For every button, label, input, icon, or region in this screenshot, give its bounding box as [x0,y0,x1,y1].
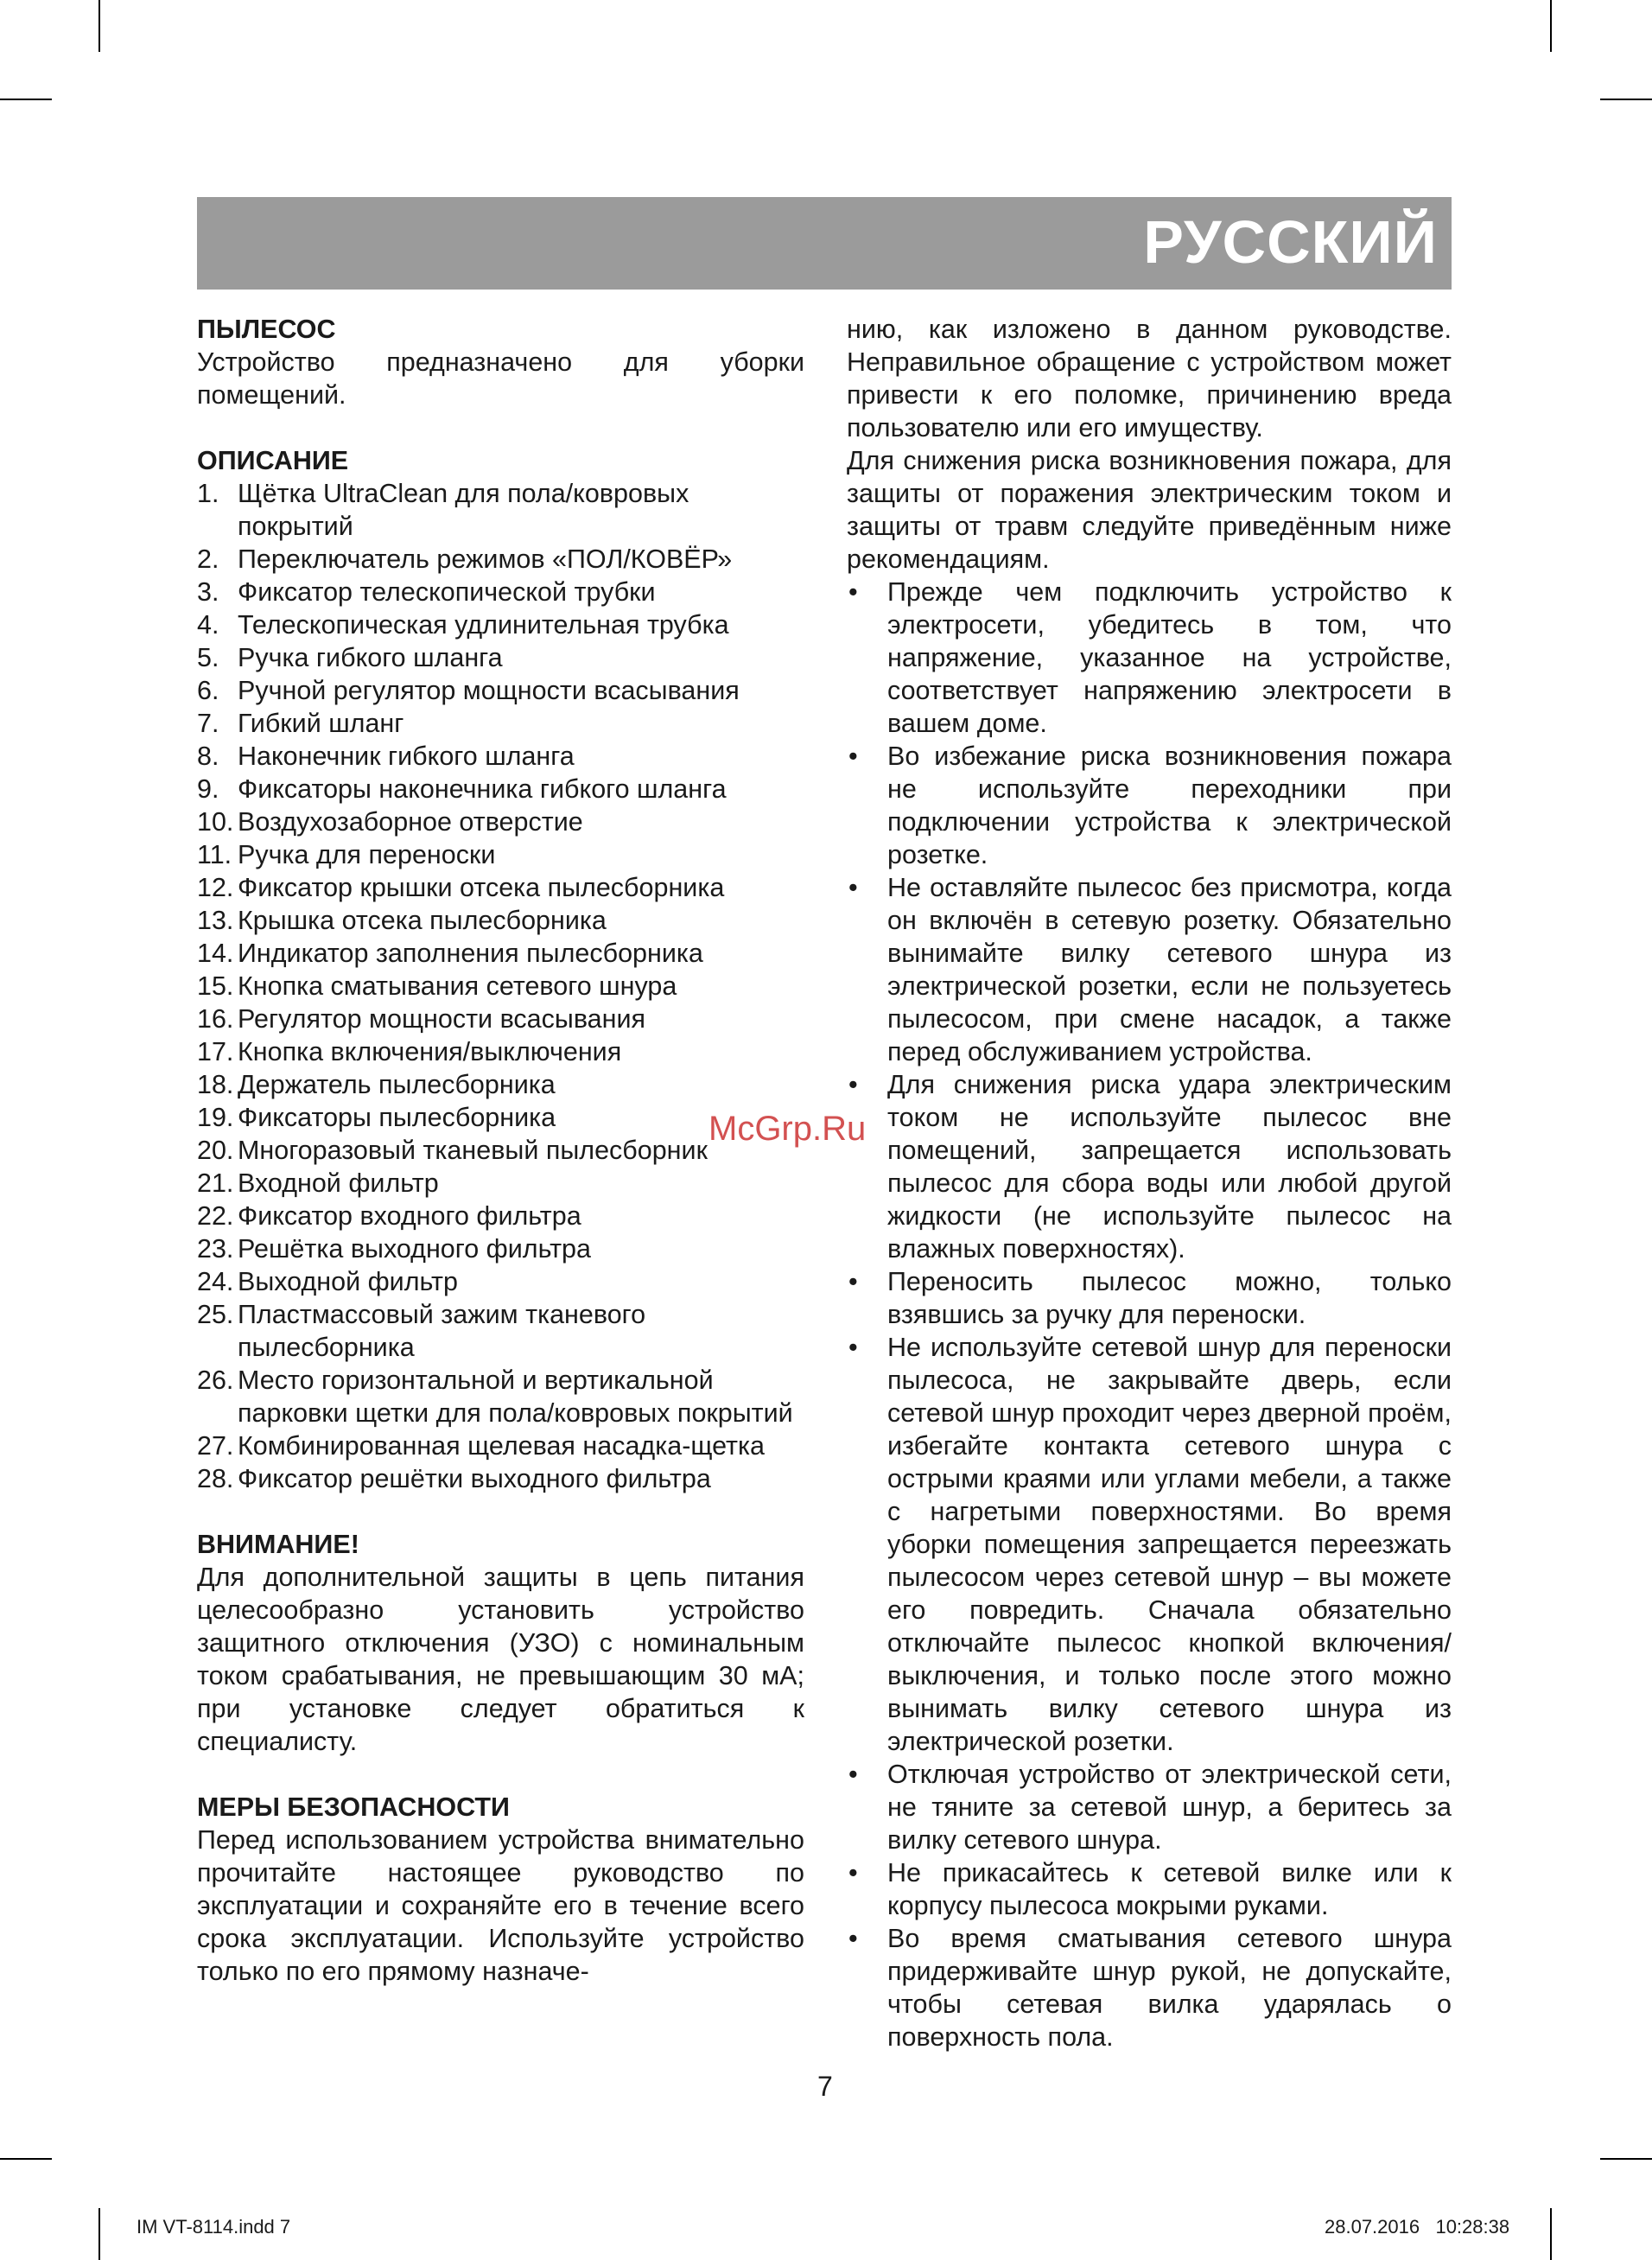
description-item-number: 21. [197,1168,234,1198]
description-item [197,1298,804,1364]
bullet-icon: • [848,1333,858,1362]
description-item-text: Фиксатор телескопической трубки [238,577,656,607]
description-item-text: Пластмассовый зажим тканевого пылесборника [238,1300,646,1362]
description-item-text: Фиксаторы пылесборника [238,1103,556,1132]
description-item-number: 11. [197,840,232,869]
safety-bullet-text: Не прикасайтесь к сетевой вилке или к корпусу пылесоса мокрыми руками. [887,1858,1452,1920]
description-item [197,641,804,674]
description-item-text: Входной фильтр [238,1168,439,1198]
safety-bullet [847,576,1452,740]
description-item-text: Ручка для переноски [238,840,496,869]
footer-date: 28.07.2016 [1325,2216,1420,2238]
description-item-number: 9. [197,774,219,804]
description-item [197,674,804,707]
language-header [197,197,1452,290]
description-item-text: Фиксатор крышки отсека пылесборника [238,873,725,902]
description-item [197,1035,804,1068]
description-item [197,1265,804,1298]
description-item [197,1364,804,1429]
description-item-number: 8. [197,742,219,771]
safety-bullet [847,1265,1452,1331]
description-item [197,970,804,1003]
description-item [197,805,804,838]
bullet-icon: • [848,1070,858,1099]
description-item-text: Держатель пылесборника [238,1070,556,1099]
description-item [197,1462,804,1495]
footer-file: IM VT-8114.indd 7 [137,2216,291,2238]
description-item-text: Фиксатор входного фильтра [238,1201,581,1231]
safety-bullet-text: Прежде чем подключить устройство к электросети, убедитесь в том, что напряжение, указанное на устройстве, соответствует напряжению электросети в вашем доме. [887,577,1452,738]
safety-bullet [847,1922,1452,2053]
description-item-number: 24. [197,1267,234,1296]
description-item-text: Выходной фильтр [238,1267,458,1296]
description-item-text: Наконечник гибкого шланга [238,742,575,771]
description-item-text: Переключатель режимов «ПОЛ/КОВЁР» [238,544,733,574]
description-item-number: 7. [197,709,219,738]
description-item-number: 16. [197,1004,234,1034]
description-item-number: 6. [197,676,219,705]
safety-bullet-text: Во избежание риска возникновения пожара не используйте переходники при подключении устройства к электрической розетке. [887,742,1452,869]
description-title: ОПИСАНИЕ [197,446,349,475]
bullet-icon: • [848,1924,858,1953]
description-item [197,543,804,576]
description-item [197,707,804,740]
safety-bullet-text: Не используйте сетевой шнур для переноски пылесоса, не закрывайте дверь, если сетевой шнур проходит через дверной проём, избегайте контакта сетевого шнура с острыми краями или углами мебели, а также с нагретыми поверхностями. Во время уборки помещения запрещается переезжать пылесосом через сетевой шнур – вы можете его повредить. Сначала обязательно отключайте пылесос кнопкой включения/выключения, и только после этого можно вынимать вилку сетевого шнура из электрической розетки. [887,1333,1452,1756]
description-item-text: Воздухозаборное отверстие [238,807,583,837]
description-item-number: 15. [197,971,234,1001]
description-item [197,740,804,773]
description-item-number: 2. [197,544,219,574]
attention-text: Для дополнительной защиты в цепь питания целесообразно установить устройство защитного отключения (УЗО) с номинальным током срабатывания, не превышающим 30 мА; при установке следует обратиться к специалисту. [197,1563,804,1756]
description-item [197,1200,804,1232]
safety-bullet [847,871,1452,1068]
bullet-icon: • [848,577,858,607]
description-item-number: 14. [197,939,234,968]
description-item-text: Крышка отсека пылесборника [238,906,607,935]
safety-bullet-text: Не оставляйте пылесос без присмотра, когда он включён в сетевую розетку. Обязательно вынимайте вилку сетевого шнура из электрической розетки, если не пользуетесь пылесосом, при смене насадок, а также перед обслуживанием устройства. [887,873,1452,1066]
description-item-text: Ручка гибкого шланга [238,643,503,672]
description-item-text: Многоразовый тканевый пылесборник [238,1136,708,1165]
description-list [197,477,804,1495]
bullet-icon: • [848,742,858,771]
product-intro: Устройство предназначено для уборки помещений. [197,347,804,410]
safety-bullet [847,1856,1452,1922]
safety-bullet-text: Для снижения риска удара электрическим током не используйте пылесос вне помещений, запрещается использовать пылесос для сбора воды или любой другой жидкости (не используйте пылесос на влажных поверхностях). [887,1070,1452,1264]
description-item [197,1167,804,1200]
description-item [197,904,804,937]
description-item [197,937,804,970]
safety-bullet [847,1068,1452,1265]
safety-bullet-text: Отключая устройство от электрической сети, не тяните за сетевой шнур, а беритесь за вилку сетевого шнура. [887,1760,1452,1855]
description-item-text: Ручной регулятор мощности всасывания [238,676,740,705]
description-item-number: 19. [197,1103,234,1132]
description-item-number: 26. [197,1366,234,1395]
safety-bullet-text: Переносить пылесос можно, только взявшись за ручку для переноски. [887,1267,1452,1329]
crop-mark [1550,0,1552,52]
crop-mark [0,99,52,100]
crop-mark [1550,2208,1552,2260]
description-item-text: Решётка выходного фильтра [238,1234,591,1264]
bullet-icon: • [848,1858,858,1888]
safety-bullet-text: Во время сматывания сетевого шнура придерживайте шнур рукой, не допускайте, чтобы сетевая вилка ударялась о поверхность пола. [887,1924,1452,2052]
description-item-number: 5. [197,643,219,672]
description-item [197,773,804,805]
description-item-text: Регулятор мощности всасывания [238,1004,646,1034]
description-item [197,871,804,904]
description-item [197,1003,804,1035]
description-item-number: 13. [197,906,234,935]
attention-title: ВНИМАНИЕ! [197,1530,359,1559]
description-item-number: 22. [197,1201,234,1231]
footer-time: 10:28:38 [1435,2216,1510,2238]
description-item-number: 3. [197,577,219,607]
safety-risk-text: Для снижения риска возникновения пожара, для защиты от поражения электрическим током и защиты от травм следуйте приведённым ниже рекомендациям. [847,446,1452,574]
description-item-text: Индикатор заполнения пылесборника [238,939,703,968]
footer-timestamp [1325,2216,1509,2238]
crop-mark [1600,99,1652,100]
description-item-text: Кнопка включения/выключения [238,1037,622,1066]
description-item-number: 20. [197,1136,234,1165]
safety-bullet [847,740,1452,871]
crop-mark [0,2158,52,2160]
description-item-text: Фиксатор решётки выходного фильтра [238,1464,711,1493]
description-item-number: 12. [197,873,234,902]
description-item [197,838,804,871]
left-column [197,313,804,1988]
safety-title: МЕРЫ БЕЗОПАСНОСТИ [197,1792,510,1822]
description-item-text: Кнопка сматывания сетевого шнура [238,971,677,1001]
bullet-icon: • [848,1760,858,1789]
description-item-text: Фиксаторы наконечника гибкого шланга [238,774,727,804]
watermark: McGrp.Ru [708,1110,867,1148]
bullet-icon: • [848,1267,858,1296]
description-item-number: 28. [197,1464,234,1493]
description-item-text: Гибкий шланг [238,709,404,738]
description-item-number: 27. [197,1431,234,1461]
safety-bullet [847,1758,1452,1856]
description-item [197,608,804,641]
description-item-number: 25. [197,1300,234,1329]
safety-intro: Перед использованием устройства внимательно прочитайте настоящее руководство по эксплуатации и сохраняйте его в течение всего срока эксплуатации. Используйте устройство только по его прямому назначе- [197,1825,804,1986]
description-item [197,477,804,543]
bullet-icon: • [848,873,858,902]
description-item-text: Телескопическая удлинительная трубка [238,610,729,640]
crop-mark [1600,2158,1652,2160]
description-item [197,1232,804,1265]
description-item-text: Место горизонтальной и вертикальной парковки щетки для пола/ковровых покрытий [238,1366,793,1428]
description-item-number: 18. [197,1070,234,1099]
safety-intro-continued: нию, как изложено в данном руководстве. Неправильное обращение с устройством может привести к его поломке, причинению вреда пользователю или его имуществу. [847,315,1452,442]
description-item-number: 23. [197,1234,234,1264]
description-item-number: 10. [197,807,234,837]
product-title: ПЫЛЕСОС [197,315,336,344]
description-item [197,576,804,608]
language-title: РУССКИЙ [1143,208,1438,276]
crop-mark [98,0,100,52]
description-item [197,1068,804,1101]
safety-list [847,576,1452,2053]
page-number: 7 [817,2071,833,2102]
right-column [847,313,1452,2053]
description-item-number: 4. [197,610,219,640]
description-item-text: Комбинированная щелевая насадка-щетка [238,1431,765,1461]
description-item [197,1429,804,1462]
description-item-number: 1. [197,479,219,508]
safety-bullet [847,1331,1452,1758]
crop-mark [98,2208,100,2260]
description-item-number: 17. [197,1037,234,1066]
description-item-text: Щётка UltraClean для пола/ковровых покрытий [238,479,689,541]
